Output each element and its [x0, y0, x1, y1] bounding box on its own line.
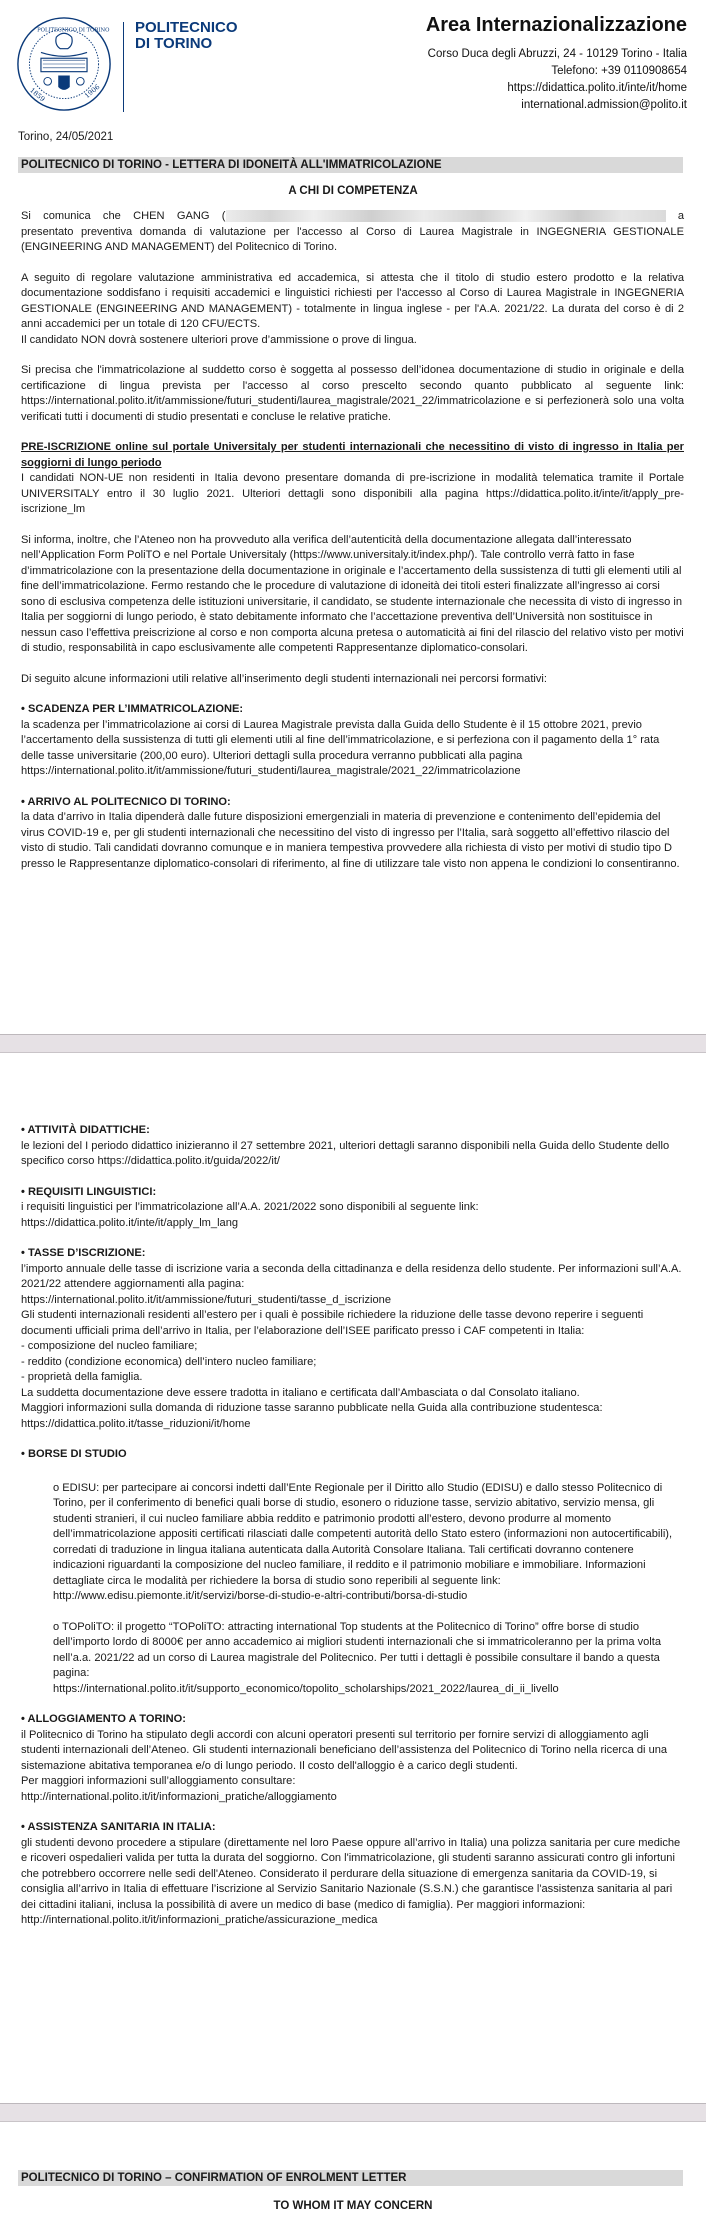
no-exam-text: Il candidato NON dovrà sostenere ulteriori prove d’ammissione o prove di lingua.: [21, 333, 417, 346]
alloggio-heading: • ALLOGGIAMENTO A TORINO:: [21, 1713, 186, 1725]
topolito-link[interactable]: https://international.polito.it/it/supporto_economico/topolito_scholarships/2021_2022/laurea_di_ii_livello: [53, 1682, 559, 1695]
info-intro: Di seguito alcune informazioni utili relative all’inserimento degli studenti internazionali nei percorsi formativi:: [21, 672, 547, 685]
seal-year-end: 1906: [83, 82, 102, 101]
evaluation-paragraph: [21, 271, 684, 333]
edisu-item: [21, 1481, 684, 1605]
enrolment-condition-paragraph: Si precisa che l'immatricolazione al suddetto corso è soggetta al possesso dell’idonea documentazione di studio in originale e della certificazione di lingua prevista per l'accesso al corso prescelto secondo quanto pubblicato al seguente link: https://international.polito.it/it/ammissione/futuri_studenti/laurea_magistrale/2021_22/immatricolazione e si perfezionerà solo una volta verificati tutti i documenti di studio presentati e concluse le relative pratiche.: [21, 364, 684, 423]
attivita-text: le lezioni del I periodo didattico inizieranno il 27 settembre 2021, ulteriori dettagli saranno disponibili nella Guida dello Studente dello specifico corso https://didattica.polito.it/guida/2022/it/: [21, 1139, 670, 1167]
contact-block: [428, 46, 687, 114]
requisiti-heading: • REQUISITI LINGUISTICI:: [21, 1185, 157, 1198]
seal-text: POLITECNICO DI TORINO: [37, 27, 110, 34]
sanita-text: gli studenti devono procedere a stipulare (direttamente nel loro Paese oppure all’arrivo in Italia) una polizza sanitaria per cure mediche e ricoveri ospedalieri valida per tutta la durata del soggiorno. Con l'immatricolazione, gli studenti saranno assicurati contro gli infortuni che potrebbero occorrere nelle sedi dell'Ateneo. Considerato il perdurare della situazione di emergenza sanitaria da COVID-19, si consiglia all’arrivo in Italia di effettuare l’iscrizione al Servizio Sanitario Nazionale (S.S.N.) che garantisce l'assistenza sanitaria al pari dei cittadini italiani, inclusa la possibilità di avere un medico di base (medico di famiglia). Per maggiori informazioni:: [21, 1836, 681, 1911]
authenticity-paragraph: Si informa, inoltre, che l’Ateneo non ha provveduto alla verifica dell’autenticità della documentazione allegata dall’interessato nell’Application Form PoliTO e nel Portale Universitaly (https://www.universitaly.it/index.php/). Tale controllo verrà fatto in fase d’immatricolazione con la presentazione della documentazione in originale e l’accertamento della sussistenza di tutti gli elementi utili al fine dell’immatricolazione. Fermo restando che le procedure di valutazione di idoneità dei titoli esteri finalizzate all’ingresso ai corsi sono di esclusiva competenza delle istituzioni universitarie, il candidato, se studente internazionale che necessita di visto di ingresso in Italia per soggiorni di lungo periodo, è stato debitamente informato che l’accettazione preventiva dell’Università non sostituisce in nessun caso l’effettiva preiscrizione al corso e non comporta alcuna pretesa o automaticità ai fini del rilascio del relativo visto per motivi di studio, responsabilità in capo esclusivamente alle competenti Rappresentanze diplomatico-consolari.: [21, 533, 684, 654]
page-1-body: [21, 209, 684, 887]
candidate-intro: Si comunica che CHEN GANG (: [21, 210, 226, 222]
preiscrizione-section: [21, 440, 684, 518]
topolito-item: [21, 1620, 684, 1698]
redacted-personal-info: [226, 210, 666, 222]
preiscrizione-text: I candidati NON-UE non residenti in Italia devono presentare domanda di pre-iscrizione in modalità telematica tramite il Portale UNIVERSITALY entro il 30 luglio 2021. Ulteriori dettagli sono disponibili alla pagina https://didattica.polito.it/inte/it/apply_pre-iscrizione_lm: [21, 472, 684, 515]
arrivo-text: la data d’arrivo in Italia dipenderà dalle future disposizioni emergenziali in materia di prevenzione e contenimento dell’epidemia del virus COVID-19 e, per gli studenti internazionali che necessitino del visto di ingresso per l’Italia, sarà soggetto all’effettivo rilascio del visto di studio. Tali candidati dovranno comunque e in maniera tempestiva provvedere alla richiesta di visto per motivi di studio tipo D presso le Rappresentanze diplomatico-consolari di riferimento, al fine di utilizzare tale visto non appena le condizioni lo consentiranno.: [21, 811, 680, 870]
salutation: A CHI DI COMPETENZA: [288, 185, 418, 197]
tasse-text-3: La suddetta documentazione deve essere tradotta in italiano e certificata dall’Ambasciata o dal Consolato italiano.: [21, 1386, 580, 1399]
tasse-heading: • TASSE D’ISCRIZIONE:: [21, 1247, 146, 1259]
candidate-continuation: a presentato preventiva domanda di valutazione per l'accesso al Corso di Laurea Magistrale in INGEGNERIA GESTIONALE (ENGINEERING AND MANAGEMENT) del Politecnico di Torino.: [21, 210, 684, 253]
office-title: Area Internazionalizzazione: [425, 14, 687, 36]
alloggio-text: il Politecnico di Torino ha stipulato degli accordi con alcuni operatori presenti sul territorio per fornire servizi di alloggiamento agli studenti internazionali dell’Ateneo. Gli studenti internazionali beneficiano dell’assistenza del Politecnico di Torino nella ricerca di una sistemazione abitativa temporanea e/o di lungo periodo. Il costo dell'alloggio è a carico degli studenti.: [21, 1728, 668, 1772]
logo-divider: [123, 22, 124, 112]
page-break-1: [0, 1034, 706, 1053]
brand-name: [135, 20, 238, 52]
tasse-link-1[interactable]: https://international.polito.it/it/ammissione/futuri_studenti/tasse_d_iscrizione: [21, 1293, 391, 1306]
seal-year-start: 1859: [28, 86, 47, 104]
document-page-1: [0, 0, 706, 1034]
tasse-text-4: Maggiori informazioni sulla domanda di riduzione tasse saranno pubblicate nella Guida alla contribuzione studentesca:: [21, 1402, 603, 1414]
requisiti-link[interactable]: https://didattica.polito.it/inte/it/apply_lm_lang: [21, 1216, 239, 1229]
section-arrivo: [21, 795, 684, 873]
scadenza-text: la scadenza per l’immatricolazione ai corsi di Laurea Magistrale prevista dalla Guida dello Studente è il 15 ottobre 2021, previo l’accertamento della sussistenza di tutti gli elementi utili al fine dell’immatricolazione, e si perfeziona con il pagamento della 1° rata delle tasse universitarie (200,00 euro). Ulteriori dettagli sulla procedura verranno pubblicati alla pagina https://international.polito.it/it/ammissione/futuri_studenti/laurea_magistrale/2021_22/immatricolazione: [21, 718, 660, 777]
section-tasse: [21, 1246, 684, 1432]
confirmation-salutation: TO WHOM IT MAY CONCERN: [273, 2200, 433, 2212]
section-scadenza: [21, 702, 684, 780]
page-break-2: [0, 2103, 706, 2122]
no-exam-paragraph: [21, 333, 684, 349]
evaluation-text: A seguito di regolare valutazione amministrativa ed accademica, si attesta che il titolo di studio estero prodotto e la relativa documentazione soddisfano i requisiti accademici e linguistici richiesti per l'accesso al Corso di Laurea Magistrale in INGEGNERIA GESTIONALE (ENGINEERING AND MANAGEMENT) - totalmente in lingua inglese - per l'A.A. 2021/22. La durata del corso è di 2 anni accademici per un totale di 120 CFU/ECTS.: [21, 271, 684, 330]
section-borse: [21, 1447, 684, 1463]
website-link[interactable]: https://didattica.polito.it/inte/it/home: [507, 82, 687, 94]
tasse-link-2[interactable]: https://didattica.polito.it/tasse_riduzioni/it/home: [21, 1417, 251, 1430]
letter-title-bar: POLITECNICO DI TORINO - LETTERA DI IDONEITÀ ALL'IMMATRICOLAZIONE: [18, 157, 683, 173]
section-attivita: [21, 1123, 684, 1170]
section-alloggio: [21, 1712, 684, 1805]
scadenza-heading: • SCADENZA PER L’IMMATRICOLAZIONE:: [21, 703, 244, 715]
page-2-body: [21, 1123, 684, 1944]
candidate-paragraph: [21, 209, 684, 256]
phone: Telefono: +39 0110908654: [551, 65, 687, 77]
tasse-list-item: - composizione del nucleo familiare;: [21, 1340, 198, 1352]
borse-heading: • BORSE DI STUDIO: [21, 1448, 127, 1460]
tasse-text-2: Gli studenti internazionali residenti all’estero per i quali è possibile richiedere la riduzione delle tasse devono reperire i seguenti documenti ufficiali prima dell’arrivo in Italia, per l’elaborazione dell’ISEE parificato presso i CAF competenti in Italia:: [21, 1309, 644, 1337]
document-page-2: [0, 1053, 706, 2103]
alloggio-text-2: Per maggiori informazioni sull’alloggiamento consultare:: [21, 1775, 296, 1787]
attivita-heading: • ATTIVITÀ DIDATTICHE:: [21, 1124, 150, 1136]
document-page-3: [0, 2122, 706, 2220]
sanita-link[interactable]: http://international.polito.it/it/informazioni_pratiche/assicurazione_medica: [21, 1914, 378, 1926]
topolito-text: o TOPoliTO: il progetto “TOPoliTO: attracting international Top students at the Politecnico di Torino” offre borse di studio dell’importo lordo di 8000€ per anno accademico ai migliori studenti internazionali che si immatricoleranno per la prima volta nell’a.a. 2021/22 ad un corso di Laurea magistrale del Politecnico. Per tutti i dettagli è possibile consultare il bando a questa pagina:: [53, 1620, 662, 1679]
address: Corso Duca degli Abruzzi, 24 - 10129 Torino - Italia: [427, 48, 687, 60]
email-link[interactable]: international.admission@polito.it: [521, 99, 687, 111]
politecnico-seal-logo-icon: [16, 16, 112, 112]
sanita-heading: • ASSISTENZA SANITARIA IN ITALIA:: [21, 1821, 216, 1833]
alloggio-link[interactable]: http://international.polito.it/it/informazioni_pratiche/alloggiamento: [21, 1790, 337, 1803]
edisu-text: o EDISU: per partecipare ai concorsi indetti dall’Ente Regionale per il Diritto allo Studio (EDISU) e dallo stesso Politecnico di Torino, per il conferimento di benefici quali borse di studio, esonero o riduzione tasse, servizio abitativo, servizio mensa, gli studenti stranieri, il cui nucleo familiare abbia reddito e patrimonio prodotti all’estero, devono produrre al momento dell’immatricolazione appositi certificati rilasciati dalle competenti autorità dello Stato estero (informazioni non autocertificabili), corredati di traduzione in lingua italiana autenticata dalla Autorità Consolare Italiana. Tali certificati dovranno contenere indicazioni riguardanti la composizione del nucleo familiare, il reddito e il patrimonio mobiliare e immobiliare. Informazioni dettagliate circa le modalità per richiedere la borsa di studio sono reperibili al seguente link:: [53, 1481, 673, 1587]
section-sanita: [21, 1820, 684, 1929]
tasse-list-item: - reddito (condizione economica) dell’intero nucleo familiare;: [21, 1355, 317, 1368]
tasse-list-item: - proprietà della famiglia.: [21, 1371, 143, 1383]
letter-date: Torino, 24/05/2021: [18, 131, 114, 143]
edisu-link[interactable]: http://www.edisu.piemonte.it/it/servizi/borse-di-studio-e-altri-contributi/borsa-di-studio: [53, 1590, 468, 1602]
preiscrizione-heading: PRE-ISCRIZIONE online sul portale Universitaly per studenti internazionali che necessitino di visto di ingresso in Italia per soggiorni di lungo periodo: [21, 441, 684, 469]
brand-line-2: DI TORINO: [135, 35, 213, 52]
section-requisiti: [21, 1185, 684, 1232]
brand-line-1: POLITECNICO: [135, 19, 238, 36]
confirmation-title-bar: POLITECNICO DI TORINO – CONFIRMATION OF ENROLMENT LETTER: [18, 2170, 683, 2186]
tasse-text-1: l’importo annuale delle tasse di iscrizione varia a seconda della cittadinanza e della residenza dello studente. Per informazioni sull’A.A. 2021/22 attendere aggiornamenti alla pagina:: [21, 1262, 682, 1290]
requisiti-text: i requisiti linguistici per l’immatricolazione all’A.A. 2021/2022 sono disponibili al seguente link:: [21, 1201, 479, 1213]
arrivo-heading: • ARRIVO AL POLITECNICO DI TORINO:: [21, 795, 231, 808]
